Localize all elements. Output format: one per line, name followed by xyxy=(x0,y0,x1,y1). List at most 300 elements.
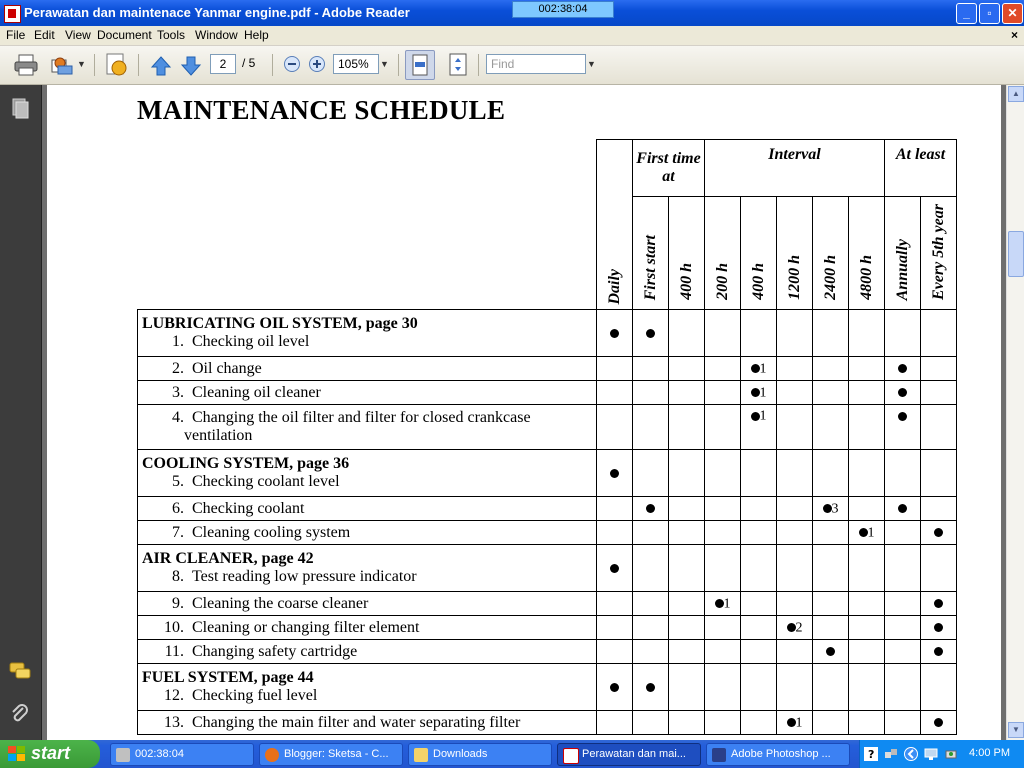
bullet-icon xyxy=(823,504,832,513)
scroll-thumb[interactable] xyxy=(1008,231,1024,277)
menu-help[interactable]: Help xyxy=(244,28,269,42)
schedule-cell xyxy=(777,640,813,664)
schedule-cell xyxy=(777,545,813,592)
column-header xyxy=(921,197,957,310)
fit-width-button[interactable] xyxy=(405,50,435,80)
start-label: start xyxy=(31,743,71,763)
toolbar xyxy=(0,46,1024,85)
menu-view[interactable]: View xyxy=(65,28,91,42)
photoshop-icon xyxy=(712,748,726,762)
table-corner xyxy=(138,140,597,310)
folder-icon xyxy=(414,748,428,762)
schedule-cell xyxy=(813,497,849,521)
expand-tray-icon[interactable] xyxy=(904,747,918,761)
schedule-cell xyxy=(813,357,849,381)
schedule-cell xyxy=(921,381,957,405)
taskbar-item-downloads[interactable] xyxy=(408,743,552,766)
item-cell xyxy=(138,381,597,405)
schedule-cell xyxy=(705,405,741,450)
schedule-cell xyxy=(813,310,849,357)
item-cell xyxy=(138,497,597,521)
network-icon[interactable] xyxy=(884,747,898,761)
column-header-label: 2400 h xyxy=(821,255,839,300)
item-number: 12. xyxy=(164,687,184,704)
item-number: 5. xyxy=(172,473,184,490)
schedule-cell xyxy=(597,616,633,640)
schedule-cell xyxy=(777,664,813,711)
item-number: 9. xyxy=(172,594,184,612)
item-cell xyxy=(138,616,597,640)
schedule-cell xyxy=(885,310,921,357)
schedule-cell xyxy=(885,521,921,545)
footnote-number: 1 xyxy=(723,595,731,611)
schedule-cell xyxy=(633,497,669,521)
schedule-cell xyxy=(633,711,669,735)
item-label: Checking coolant xyxy=(192,499,305,517)
schedule-cell xyxy=(849,497,885,521)
list-item xyxy=(142,384,596,402)
schedule-cell xyxy=(705,497,741,521)
taskbar-item-firefox[interactable] xyxy=(259,743,403,766)
schedule-cell xyxy=(777,592,813,616)
fit-page-icon[interactable] xyxy=(446,52,470,78)
navigation-panel xyxy=(0,85,42,740)
bullet-icon xyxy=(610,329,619,338)
schedule-cell xyxy=(669,664,705,711)
schedule-cell xyxy=(705,640,741,664)
schedule-cell xyxy=(885,450,921,497)
schedule-cell xyxy=(669,711,705,735)
schedule-cell xyxy=(597,381,633,405)
item-label: Checking fuel level xyxy=(192,687,318,704)
bullet-icon xyxy=(715,599,724,608)
item-cell xyxy=(138,357,597,381)
schedule-cell xyxy=(633,664,669,711)
item-number: 8. xyxy=(172,568,184,585)
schedule-cell xyxy=(741,450,777,497)
print-icon[interactable] xyxy=(14,54,38,76)
bullet-icon xyxy=(898,412,907,421)
maintenance-schedule-table xyxy=(137,139,957,735)
page-title: MAINTENANCE SCHEDULE xyxy=(137,95,506,125)
task-label: Blogger: Sketsa - C... xyxy=(284,748,389,760)
item-label: Checking coolant level xyxy=(192,473,340,490)
schedule-cell xyxy=(705,545,741,592)
bullet-icon xyxy=(934,718,943,727)
column-header-label: 400 h xyxy=(749,263,767,300)
schedule-cell xyxy=(741,497,777,521)
bullet-icon xyxy=(610,683,619,692)
schedule-cell xyxy=(849,545,885,592)
pdf-app-icon xyxy=(4,5,21,23)
footnote-number: 1 xyxy=(795,714,803,730)
schedule-cell xyxy=(633,545,669,592)
table-row xyxy=(138,497,957,521)
schedule-cell xyxy=(885,616,921,640)
item-number: 2. xyxy=(172,359,184,377)
item-label: Oil change xyxy=(192,359,262,377)
schedule-cell xyxy=(921,640,957,664)
footnote-number: 1 xyxy=(867,524,875,540)
schedule-cell xyxy=(921,711,957,735)
organizer-icon[interactable] xyxy=(50,54,74,76)
item-number: 13. xyxy=(164,713,184,731)
svg-text:?: ? xyxy=(868,748,875,761)
schedule-cell xyxy=(885,592,921,616)
schedule-cell xyxy=(885,640,921,664)
schedule-cell xyxy=(741,545,777,592)
bullet-icon xyxy=(787,718,796,727)
window-title: Perawatan dan maintenace Yanmar engine.pdf - Adobe Reader xyxy=(24,5,410,20)
zoom-dropdown-icon[interactable]: ▼ xyxy=(380,59,389,69)
toolbar-separator xyxy=(478,54,479,76)
item-label: Cleaning cooling system xyxy=(192,523,351,541)
schedule-cell xyxy=(705,450,741,497)
schedule-cell xyxy=(849,616,885,640)
table-row xyxy=(138,711,957,735)
bullet-icon xyxy=(934,647,943,656)
schedule-cell xyxy=(741,405,777,450)
column-header xyxy=(741,197,777,310)
schedule-cell xyxy=(777,711,813,735)
footnote-number: 2 xyxy=(795,619,803,635)
schedule-cell xyxy=(849,310,885,357)
group-header-interval: Interval xyxy=(705,140,885,197)
schedule-cell xyxy=(885,497,921,521)
task-label: Perawatan dan mai... xyxy=(582,748,686,760)
column-header-label: Every 5th year xyxy=(929,204,947,300)
bullet-icon xyxy=(610,469,619,478)
table-row xyxy=(138,310,957,357)
list-item xyxy=(142,409,596,427)
schedule-cell xyxy=(597,450,633,497)
group-header-first-time: First time at xyxy=(633,140,705,197)
schedule-cell xyxy=(885,545,921,592)
schedule-cell xyxy=(669,405,705,450)
list-item xyxy=(142,568,596,586)
bullet-icon xyxy=(646,683,655,692)
section-title: COOLING SYSTEM, page 36 xyxy=(142,455,350,472)
schedule-cell xyxy=(741,592,777,616)
bullet-icon xyxy=(934,623,943,632)
schedule-cell xyxy=(777,450,813,497)
table-row xyxy=(138,381,957,405)
section-cell xyxy=(138,310,597,357)
group-header-at-least: At least xyxy=(885,140,957,197)
firefox-icon xyxy=(265,748,279,762)
list-item xyxy=(142,595,596,613)
menu-window[interactable]: Window xyxy=(195,28,238,42)
document-close-icon[interactable]: × xyxy=(1010,28,1018,42)
table-row xyxy=(138,450,957,497)
schedule-cell xyxy=(633,521,669,545)
table-row xyxy=(138,545,957,592)
scroll-down-icon[interactable]: ▼ xyxy=(1008,722,1024,738)
toolbar-separator xyxy=(94,54,95,76)
schedule-cell xyxy=(597,711,633,735)
table-row xyxy=(138,521,957,545)
schedule-cell xyxy=(849,357,885,381)
item-number: 10. xyxy=(164,618,184,636)
task-label: Downloads xyxy=(433,748,488,760)
bullet-icon xyxy=(610,564,619,573)
item-number: 7. xyxy=(172,523,184,541)
item-cell xyxy=(138,521,597,545)
windows-flag-icon xyxy=(8,746,26,762)
monitor-icon[interactable] xyxy=(924,747,938,761)
task-label: 002:38:04 xyxy=(135,748,184,760)
column-header-label: 200 h xyxy=(713,263,731,300)
help-icon[interactable] xyxy=(864,747,878,761)
column-header-label: Annually xyxy=(893,238,911,300)
schedule-cell xyxy=(813,616,849,640)
previous-page-icon[interactable] xyxy=(150,55,172,77)
column-header xyxy=(849,197,885,310)
taskbar-item-photoshop[interactable] xyxy=(706,743,850,766)
item-number: 3. xyxy=(172,383,184,401)
schedule-cell xyxy=(777,616,813,640)
schedule-cell xyxy=(633,592,669,616)
schedule-cell xyxy=(741,357,777,381)
bullet-icon xyxy=(646,504,655,513)
schedule-cell xyxy=(633,381,669,405)
list-item xyxy=(142,687,596,705)
column-header xyxy=(777,197,813,310)
item-cell xyxy=(138,640,597,664)
schedule-cell xyxy=(669,545,705,592)
taskbar xyxy=(0,740,1024,768)
item-number: 6. xyxy=(172,499,184,517)
bullet-icon xyxy=(898,364,907,373)
column-header xyxy=(885,197,921,310)
start-button[interactable] xyxy=(0,740,100,768)
schedule-cell xyxy=(597,640,633,664)
item-cell xyxy=(138,405,597,450)
column-header xyxy=(813,197,849,310)
schedule-cell xyxy=(813,381,849,405)
item-label: Cleaning the coarse cleaner xyxy=(192,594,369,612)
menu-document[interactable]: Document xyxy=(97,28,152,42)
schedule-cell xyxy=(813,711,849,735)
schedule-cell xyxy=(849,640,885,664)
schedule-cell xyxy=(921,497,957,521)
title-bar xyxy=(0,0,1024,26)
zoom-out-icon[interactable] xyxy=(283,55,301,73)
schedule-cell xyxy=(921,450,957,497)
table-row xyxy=(138,405,957,450)
menu-edit[interactable]: Edit xyxy=(34,28,55,42)
schedule-cell xyxy=(849,664,885,711)
schedule-cell xyxy=(597,357,633,381)
section-cell xyxy=(138,450,597,497)
item-label: Changing the main filter and water separating filter xyxy=(192,713,521,731)
schedule-cell xyxy=(849,405,885,450)
item-label-continued: ventilation xyxy=(184,427,253,444)
schedule-cell xyxy=(885,711,921,735)
section-cell xyxy=(138,664,597,711)
schedule-cell xyxy=(597,310,633,357)
bullet-icon xyxy=(934,599,943,608)
schedule-cell xyxy=(813,664,849,711)
clock: 4:00 PM xyxy=(969,747,1010,759)
schedule-cell xyxy=(921,310,957,357)
schedule-cell xyxy=(885,405,921,450)
attachments-icon[interactable] xyxy=(9,703,31,725)
schedule-cell xyxy=(669,592,705,616)
schedule-cell xyxy=(921,592,957,616)
schedule-cell xyxy=(633,450,669,497)
schedule-cell xyxy=(741,664,777,711)
schedule-cell xyxy=(597,664,633,711)
list-item xyxy=(142,643,596,661)
item-label: Test reading low pressure indicator xyxy=(192,568,417,585)
pages-icon[interactable] xyxy=(9,97,31,119)
schedule-cell xyxy=(669,616,705,640)
schedule-cell xyxy=(705,310,741,357)
schedule-cell xyxy=(777,381,813,405)
vertical-scrollbar[interactable] xyxy=(1006,85,1024,740)
schedule-cell xyxy=(633,616,669,640)
footnote-number: 1 xyxy=(759,384,767,400)
schedule-cell xyxy=(777,357,813,381)
schedule-cell xyxy=(705,711,741,735)
footnote-number: 3 xyxy=(831,500,839,516)
schedule-cell xyxy=(777,497,813,521)
schedule-cell xyxy=(633,640,669,664)
minimize-button[interactable]: _ xyxy=(956,3,977,24)
recorder-icon xyxy=(116,748,130,762)
safely-remove-icon[interactable] xyxy=(944,747,958,761)
zoom-in-icon[interactable] xyxy=(308,55,326,73)
schedule-cell xyxy=(705,664,741,711)
schedule-cell xyxy=(597,521,633,545)
schedule-cell xyxy=(849,711,885,735)
bullet-icon xyxy=(751,364,760,373)
organizer-dropdown-icon[interactable]: ▼ xyxy=(77,59,86,69)
schedule-cell xyxy=(669,521,705,545)
table-row xyxy=(138,664,957,711)
schedule-cell xyxy=(669,640,705,664)
find-input[interactable]: Find xyxy=(486,54,586,74)
list-item xyxy=(142,473,596,491)
sign-icon[interactable] xyxy=(104,52,130,78)
menu-file[interactable]: File xyxy=(6,28,26,42)
schedule-cell xyxy=(705,357,741,381)
schedule-cell xyxy=(849,592,885,616)
bullet-icon xyxy=(751,412,760,421)
fit-width-icon xyxy=(406,51,434,79)
page-number-input[interactable]: 2 xyxy=(210,54,236,74)
schedule-cell xyxy=(885,357,921,381)
schedule-cell xyxy=(705,616,741,640)
bullet-icon xyxy=(826,647,835,656)
column-header-label: 400 h xyxy=(677,263,695,300)
schedule-cell xyxy=(705,381,741,405)
table-row xyxy=(138,592,957,616)
toolbar-separator xyxy=(398,54,399,76)
item-label: Cleaning oil cleaner xyxy=(192,383,321,401)
schedule-cell xyxy=(849,521,885,545)
bullet-icon xyxy=(751,388,760,397)
close-button[interactable]: ✕ xyxy=(1002,3,1023,24)
schedule-cell xyxy=(633,310,669,357)
pdf-icon xyxy=(563,748,579,764)
column-header-label: First start xyxy=(641,234,659,300)
column-header xyxy=(669,197,705,310)
item-label: Cleaning or changing filter element xyxy=(192,618,420,636)
document-viewport[interactable] xyxy=(42,85,1006,740)
item-number: 11. xyxy=(164,642,184,660)
schedule-cell xyxy=(669,450,705,497)
column-header-daily: Daily xyxy=(597,140,633,310)
column-header xyxy=(633,197,669,310)
schedule-cell xyxy=(741,381,777,405)
footnote-number: 1 xyxy=(759,408,767,424)
schedule-cell xyxy=(597,545,633,592)
comments-icon[interactable] xyxy=(9,660,31,682)
section-title: LUBRICATING OIL SYSTEM, page 30 xyxy=(142,315,418,332)
table-row xyxy=(138,616,957,640)
menu-bar xyxy=(0,26,1024,46)
next-page-icon[interactable] xyxy=(180,55,202,77)
schedule-cell xyxy=(813,405,849,450)
schedule-cell xyxy=(813,640,849,664)
schedule-cell xyxy=(741,711,777,735)
taskbar-item-recorder[interactable] xyxy=(110,743,254,766)
schedule-cell xyxy=(705,592,741,616)
item-cell xyxy=(138,711,597,735)
bullet-icon xyxy=(787,623,796,632)
schedule-cell xyxy=(921,545,957,592)
table-row xyxy=(138,357,957,381)
schedule-cell xyxy=(849,450,885,497)
column-header-label: 4800 h xyxy=(857,255,875,300)
section-cell xyxy=(138,545,597,592)
schedule-cell xyxy=(741,616,777,640)
list-item xyxy=(142,619,596,637)
schedule-cell xyxy=(633,357,669,381)
list-item xyxy=(142,714,596,732)
schedule-cell xyxy=(777,310,813,357)
bullet-icon xyxy=(898,504,907,513)
section-title: AIR CLEANER, page 42 xyxy=(142,550,314,567)
schedule-cell xyxy=(633,405,669,450)
scroll-up-icon[interactable]: ▲ xyxy=(1008,86,1024,102)
item-label: Changing safety cartridge xyxy=(192,642,358,660)
schedule-cell xyxy=(597,497,633,521)
schedule-cell xyxy=(777,521,813,545)
find-dropdown-icon[interactable]: ▼ xyxy=(587,59,596,69)
schedule-cell xyxy=(741,640,777,664)
schedule-cell xyxy=(813,545,849,592)
schedule-cell xyxy=(813,450,849,497)
bullet-icon xyxy=(646,329,655,338)
item-label: Checking oil level xyxy=(192,333,310,350)
zoom-level-input[interactable]: 105% xyxy=(333,54,379,74)
schedule-cell xyxy=(813,521,849,545)
schedule-cell xyxy=(885,381,921,405)
taskbar-item-adobe-reader[interactable] xyxy=(557,743,701,766)
schedule-cell xyxy=(705,521,741,545)
schedule-cell xyxy=(597,405,633,450)
item-number: 1. xyxy=(172,333,184,350)
menu-tools[interactable]: Tools xyxy=(157,28,186,42)
maximize-button[interactable]: ▫ xyxy=(979,3,1000,24)
schedule-cell xyxy=(849,381,885,405)
section-title: FUEL SYSTEM, page 44 xyxy=(142,669,314,686)
schedule-cell xyxy=(741,521,777,545)
schedule-cell xyxy=(921,357,957,381)
